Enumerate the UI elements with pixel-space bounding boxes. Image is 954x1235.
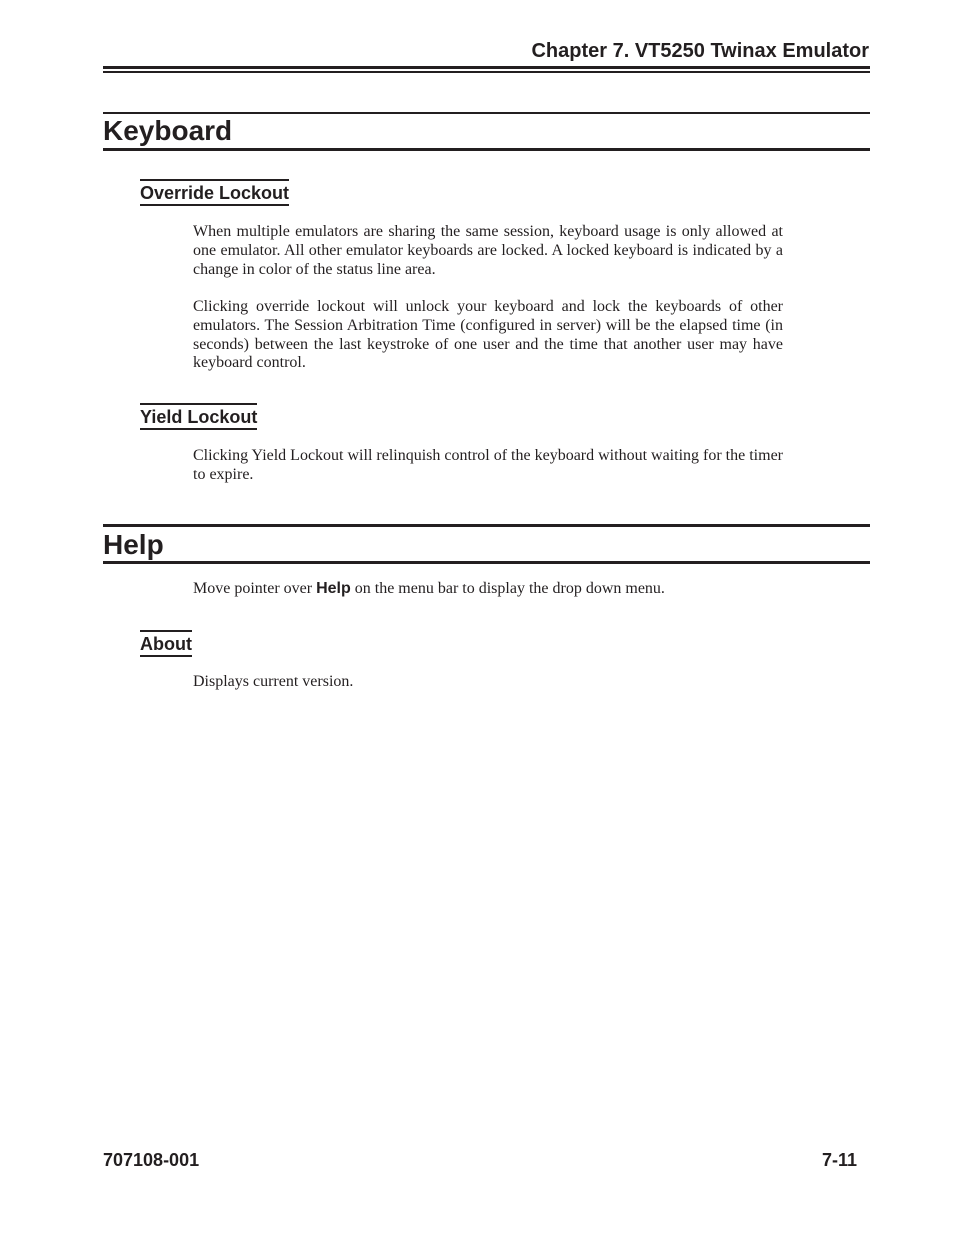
header-rule-top — [103, 66, 870, 69]
yield-lockout-paragraph: Clicking Yield Lockout will relinquish control of the keyboard without waiting for the timer to expire. — [193, 447, 783, 483]
section-title-help: Help — [103, 529, 164, 560]
override-lockout-paragraph-1: When multiple emulators are sharing the same session, keyboard usage is only allowed at one emulator. All other emulator keyboards are locked. A locked keyboard is indicated by a change in color of the status line area. — [193, 223, 783, 278]
help-intro-text-after: on the menu bar to display the drop down menu. — [350, 580, 665, 597]
running-header-title: Chapter 7. VT5250 Twinax Emulator — [531, 40, 869, 62]
help-intro-text-before: Move pointer over — [193, 580, 317, 597]
about-paragraph: Displays current version. — [193, 673, 354, 690]
header-rule-bottom — [103, 71, 870, 73]
footer-page-number: 7-11 — [821, 1150, 857, 1170]
subsection-title-yield-lockout: Yield Lockout — [140, 403, 257, 430]
subsection-title-about: About — [140, 630, 192, 657]
keyboard-rule-top — [103, 112, 870, 114]
section-title-keyboard: Keyboard — [103, 115, 233, 146]
footer-doc-number: 707108-001 — [103, 1150, 200, 1170]
help-rule-top — [103, 524, 870, 527]
subsection-title-override-lockout: Override Lockout — [140, 179, 289, 206]
help-menu-label: Help — [316, 580, 351, 597]
override-lockout-paragraph-2: Clicking override lockout will unlock your keyboard and lock the keyboards of other emulators. The Session Arbitration Time (configured in server) will be the elapsed time (in seconds) between the last keystroke of one user and the time that another user may have keyboard control. — [193, 298, 783, 372]
help-rule-bottom — [103, 561, 870, 564]
help-intro-paragraph — [193, 580, 783, 599]
keyboard-rule-bottom — [103, 148, 870, 151]
